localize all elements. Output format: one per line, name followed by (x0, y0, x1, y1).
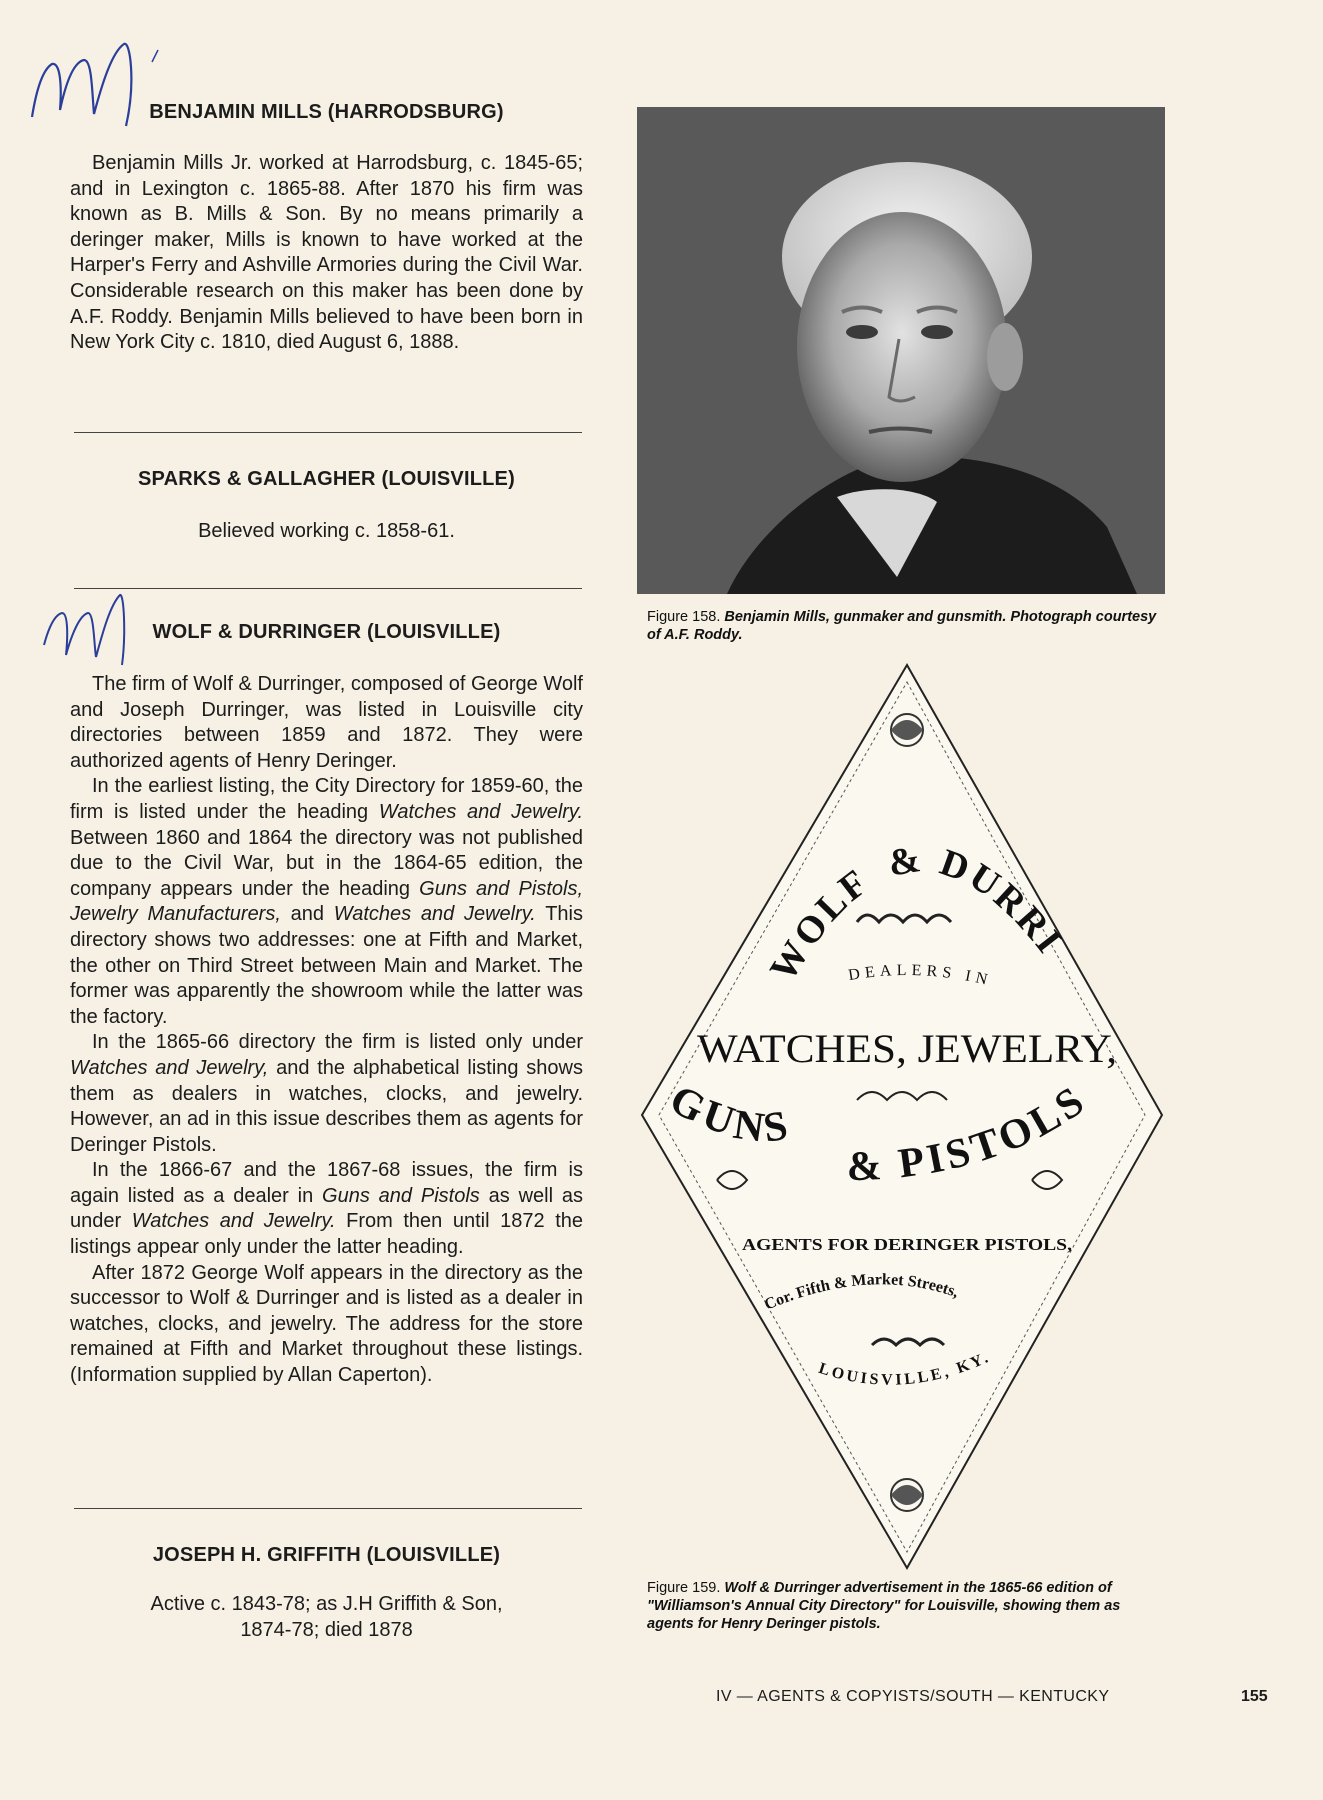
wolf-durringer-advertisement (637, 660, 1167, 1575)
heading-joseph-griffith: JOSEPH H. GRIFFITH (LOUISVILLE) (152, 1544, 501, 1566)
ad-agents: AGENTS FOR DERINGER PISTOLS, (742, 1235, 1072, 1254)
text-run: In the 1866-67 and the 1867-68 issues, the firm is again listed as a dealer in (70, 1159, 583, 1207)
text-run: From then until 1872 the listings appear only under the latter heading. (70, 1210, 583, 1259)
wolf-paragraph-4 (70, 1158, 583, 1260)
heading-benjamin-mills: BENJAMIN MILLS (HARRODSBURG) (149, 101, 504, 123)
sparks-paragraph: Believed working c. 1858-61. (198, 520, 455, 542)
italic-run: Guns and Pistols (322, 1184, 480, 1207)
ad-pistols: & PISTOLS (845, 1076, 1096, 1191)
text-run: and the alphabetical listing shows them as dealers in watches, clocks, and jewelry. However, an ad in this issue describes them as agents for Deringer Pistols. (70, 1056, 584, 1156)
ad-firm-left: WOLF (761, 861, 877, 989)
ad-watches-jewelry: WATCHES, JEWELRY, (697, 1026, 1117, 1071)
wolf-body (70, 672, 583, 1389)
text-run: and (280, 903, 334, 926)
italic-run: Watches and Jewelry. (333, 903, 536, 926)
ad-dealers-in: DEALERS IN (847, 961, 994, 990)
griffith-line-1: Active c. 1843-78; as J.H Griffith & Son, (150, 1593, 503, 1615)
text-run: In the earliest listing, the City Directory for 1859-60, the firm is listed under the heading (70, 775, 583, 823)
text-run: Between 1860 and 1864 the directory was not published due to the Civil War, but in the 1864-65 edition, the company appears under the heading (70, 826, 583, 900)
figure-159-caption (647, 1579, 1157, 1633)
griffith-body (70, 1592, 583, 1643)
ad-address: Cor. Fifth & Market Streets, (762, 1271, 961, 1314)
section-divider (74, 588, 582, 589)
ad-guns: GUNS (662, 1076, 795, 1153)
portrait-photo-benjamin-mills (637, 107, 1165, 594)
mills-paragraph: Benjamin Mills Jr. worked at Harrodsburg, c. 1845-65; and in Lexington c. 1865-88. After 1870 his firm was known as B. Mills & Son. By no means primarily a deringer maker, Mills is known to have worked at the Harper's Ferry and Ashville Armories during the Civil War. Considerable research on this maker has been done by A.F. Roddy. Benjamin Mills believed to have been born in New York City c. 1810, died August 6, 1888. (70, 152, 583, 354)
griffith-line-2: 1874-78; died 1878 (240, 1618, 413, 1641)
italic-run: Watches and Jewelry. (131, 1210, 336, 1233)
section-divider (74, 432, 582, 433)
wolf-paragraph-5: After 1872 George Wolf appears in the directory as the successor to Wolf & Durringer and is listed as a dealer in watches, clocks, and jewelry. The address for the store remained at Fifth and Market throughout these listings. (Information supplied by Allan Caperton). (70, 1261, 583, 1387)
italic-run: Watches and Jewelry, (70, 1056, 269, 1079)
figure-158-caption (647, 608, 1157, 644)
running-head: IV — AGENTS & COPYISTS/SOUTH — KENTUCKY (716, 1688, 1110, 1705)
figure-158-text: Benjamin Mills, gunmaker and gunsmith. Photograph courtesy of A.F. Roddy. (647, 609, 1157, 643)
italic-run: Guns and Pistols, Jewelry Manufacturers, (70, 877, 584, 926)
ad-city: LOUISVILLE, KY. (816, 1348, 994, 1389)
figure-159-label: Figure 159. (647, 1580, 721, 1596)
italic-run: Watches and Jewelry. (378, 800, 583, 823)
ad-firm-amp: & DURRI (885, 837, 1072, 963)
text-run: as well as under (70, 1184, 583, 1233)
sparks-body (70, 519, 583, 545)
wolf-paragraph-3 (70, 1030, 583, 1158)
wolf-paragraph-2 (70, 774, 583, 1030)
wolf-paragraph-1: The firm of Wolf & Durringer, composed of George Wolf and Joseph Durringer, was listed in Louisville city directories between 1859 and 1872. They were authorized agents of Henry Deringer. (70, 673, 583, 772)
figure-159-text: Wolf & Durringer advertisement in the 1865-66 edition of "Williamson's Annual City Directory" for Louisville, showing them as agents for Henry Deringer pistols. (647, 1580, 1121, 1632)
heading-wolf-durringer: WOLF & DURRINGER (LOUISVILLE) (152, 621, 501, 643)
section-divider (74, 1508, 582, 1509)
heading-sparks-gallagher: SPARKS & GALLAGHER (LOUISVILLE) (138, 468, 515, 490)
text-run: This directory shows two addresses: one at Fifth and Market, the other on Third Street between Main and Market. The former was apparently the showroom while the latter was the factory. (70, 903, 583, 1028)
portrait-illustration (637, 107, 1165, 594)
text-run: In the 1865-66 directory the firm is listed only under (92, 1031, 583, 1054)
handwritten-mark-top (22, 22, 172, 142)
mills-body (70, 151, 583, 356)
page-number: 155 (1241, 1688, 1268, 1705)
figure-158-label: Figure 158. (647, 609, 721, 625)
advertisement-diamond (637, 660, 1167, 1575)
